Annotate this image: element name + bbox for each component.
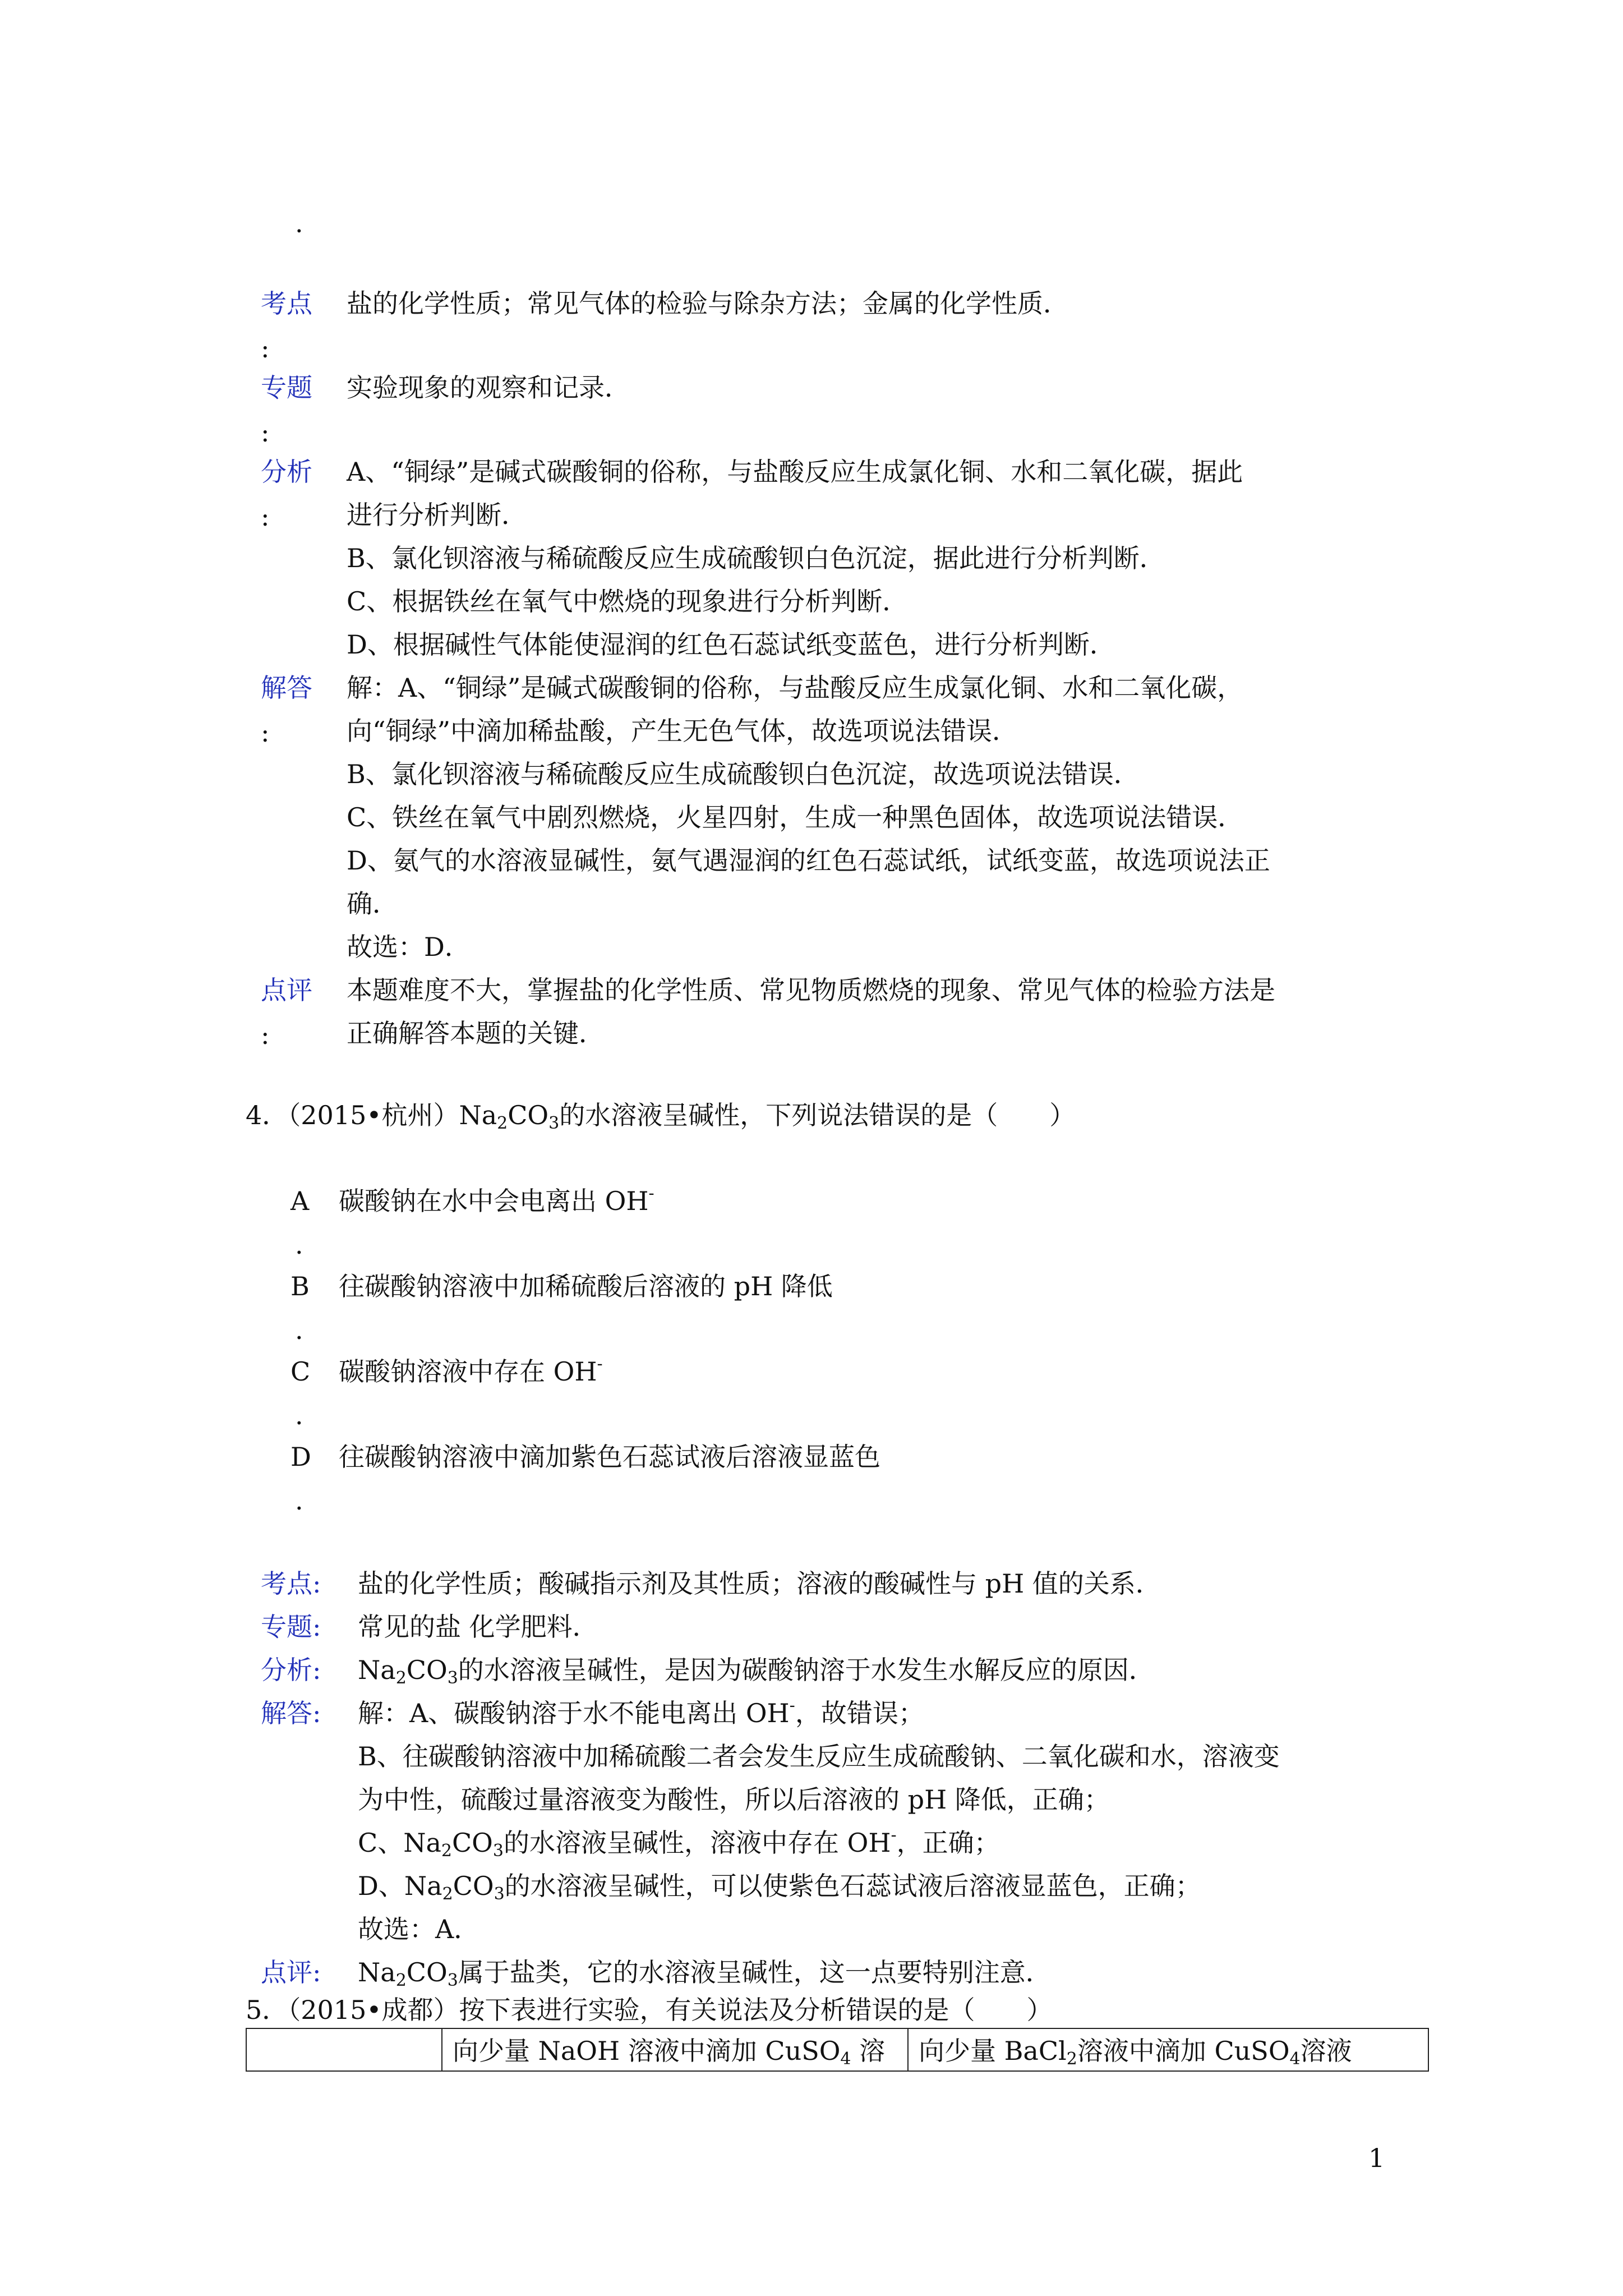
q4-fenxi-text: $Na_2CO_3$的水溶液呈碱性，是因为碳酸钠溶于水发生水解反应的原因． [358, 1655, 1155, 1688]
q4-option-letter: C [291, 1356, 311, 1387]
q4-kaodian-text: 盐的化学性质；酸碱指示剂及其性质；溶液的酸碱性与 pH 值的关系． [358, 1568, 1161, 1599]
q3-dianping-line: 本题难度不大，掌握盐的化学性质、常见物质燃烧的现象、常见气体的检验方法是 [347, 975, 1275, 1005]
q3-colon: : [261, 717, 270, 748]
q3-colon: : [261, 1020, 270, 1050]
q3-jieda-line: B、氯化钡溶液与稀硫酸反应生成硫酸钡白色沉淀，故选项说法错误． [347, 759, 1140, 789]
q4-option-text: 碳酸钠在水中会电离出 OH- [339, 1184, 654, 1216]
q3-fenxi-line: 进行分析判断． [347, 500, 527, 530]
q3-colon: : [261, 501, 270, 532]
q3-jieda-line: 向“铜绿”中滴加稀盐酸，产生无色气体，故选项说法错误． [347, 716, 1018, 746]
table-header-cell: 向少量 BaCl$_2$溶液中滴加 CuSO$_4$溶液 [919, 2036, 1352, 2069]
q3-label-kaodian: 考点 [261, 288, 312, 319]
q4-jieda-line: D、$Na_2CO_3$的水溶液呈碱性，可以使紫色石蕊试液后溶液显蓝色，正确； [358, 1871, 1201, 1904]
q5-table [246, 2028, 1429, 2072]
q3-kaodian-text: 盐的化学性质；常见气体的检验与除杂方法；金属的化学性质． [347, 288, 1069, 319]
q4-jieda-line: B、往碳酸钠溶液中加稀硫酸二者会发生反应生成硫酸钠、二氧化碳和水，溶液变 [358, 1741, 1280, 1772]
q4-jieda-line: 为中性，硫酸过量溶液变为酸性，所以后溶液的 pH 降低，正确； [358, 1784, 1110, 1815]
q3-jieda-line: C、铁丝在氧气中剧烈燃烧，火星四射，生成一种黑色固体，故选项说法错误． [347, 802, 1244, 832]
q4-option-letter: A [291, 1186, 310, 1216]
q4-label-fenxi: 分析: [261, 1655, 321, 1685]
q3-fenxi-line: D、根据碱性气体能使湿润的红色石蕊试纸变蓝色，进行分析判断． [347, 629, 1115, 660]
q3-colon: : [261, 333, 270, 364]
q3-dianping-line: 正确解答本题的关键． [347, 1018, 605, 1048]
q3-fenxi-line: C、根据铁丝在氧气中燃烧的现象进行分析判断． [347, 586, 909, 616]
q3-label-dianping: 点评 [261, 975, 312, 1005]
q4-option-text: 往碳酸钠溶液中加稀硫酸后溶液的 pH 降低 [339, 1271, 833, 1301]
q4-option-letter: D [291, 1442, 311, 1472]
q4-label-zhuanti: 专题: [261, 1612, 321, 1642]
q5-stem: 5．（2015•成都）按下表进行实验，有关说法及分析错误的是（ ） [246, 1995, 1053, 2025]
q4-label-kaodian: 考点: [261, 1568, 321, 1599]
q4-option-dot: . [295, 1315, 303, 1345]
q3-jieda-line: 解：A、“铜绿”是碱式碳酸铜的俗称，与盐酸反应生成氯化铜、水和二氧化碳， [347, 673, 1243, 703]
table-header-cell: 向少量 NaOH 溶液中滴加 CuSO$_4$ 溶 [453, 2036, 886, 2069]
q3-jieda-line: 故选：D． [347, 932, 471, 962]
q4-dianping-text: $Na_2CO_3$属于盐类，它的水溶液呈碱性，这一点要特别注意． [358, 1957, 1052, 1990]
q4-option-dot: . [295, 1400, 303, 1430]
q3-jieda-line: D、氨气的水溶液显碱性，氨气遇湿润的红色石蕊试纸，试纸变蓝，故选项说法正 [347, 845, 1270, 876]
table-divider [907, 2029, 909, 2070]
q4-option-text: 往碳酸钠溶液中滴加紫色石蕊试液后溶液显蓝色 [339, 1442, 880, 1472]
q4-jieda-line: C、$Na_2CO_3$的水溶液呈碱性，溶液中存在 OH-，正确； [358, 1825, 1000, 1861]
q4-jieda-line: 解：A、碳酸钠溶于水不能电离出 OH-，故错误； [358, 1696, 924, 1728]
q3-fenxi-line: B、氯化钡溶液与稀硫酸反应生成硫酸钡白色沉淀，据此进行分析判断． [347, 543, 1165, 573]
q4-stem: 4．（2015•杭州）$Na_2CO_3$的水溶液呈碱性，下列说法错误的是（ ） [246, 1100, 1076, 1133]
q4-label-jieda: 解答: [261, 1698, 321, 1728]
q3-zhuanti-text: 实验现象的观察和记录． [347, 372, 630, 403]
q3-jieda-line: 确． [347, 889, 398, 919]
q4-option-dot: . [295, 1485, 303, 1516]
page-number: 1 [1368, 2143, 1385, 2173]
q4-option-letter: B [291, 1271, 310, 1301]
q3-colon: : [261, 417, 270, 448]
q3-label-jieda: 解答 [261, 673, 312, 703]
q3-fenxi-line: A、“铜绿”是碱式碳酸铜的俗称，与盐酸反应生成氯化铜、水和二氧化碳，据此 [347, 457, 1243, 487]
q4-option-text: 碳酸钠溶液中存在 OH- [339, 1354, 603, 1387]
q4-option-dot: . [295, 1230, 303, 1260]
q3-label-zhuanti: 专题 [261, 372, 312, 403]
q4-zhuanti-text: 常见的盐 化学肥料． [358, 1612, 598, 1642]
q4-jieda-line: 故选：A． [358, 1914, 480, 1944]
q3-label-fenxi: 分析 [261, 457, 312, 487]
stray-dot: . [295, 208, 303, 238]
table-divider [441, 2029, 442, 2070]
q4-label-dianping: 点评: [261, 1957, 321, 1987]
